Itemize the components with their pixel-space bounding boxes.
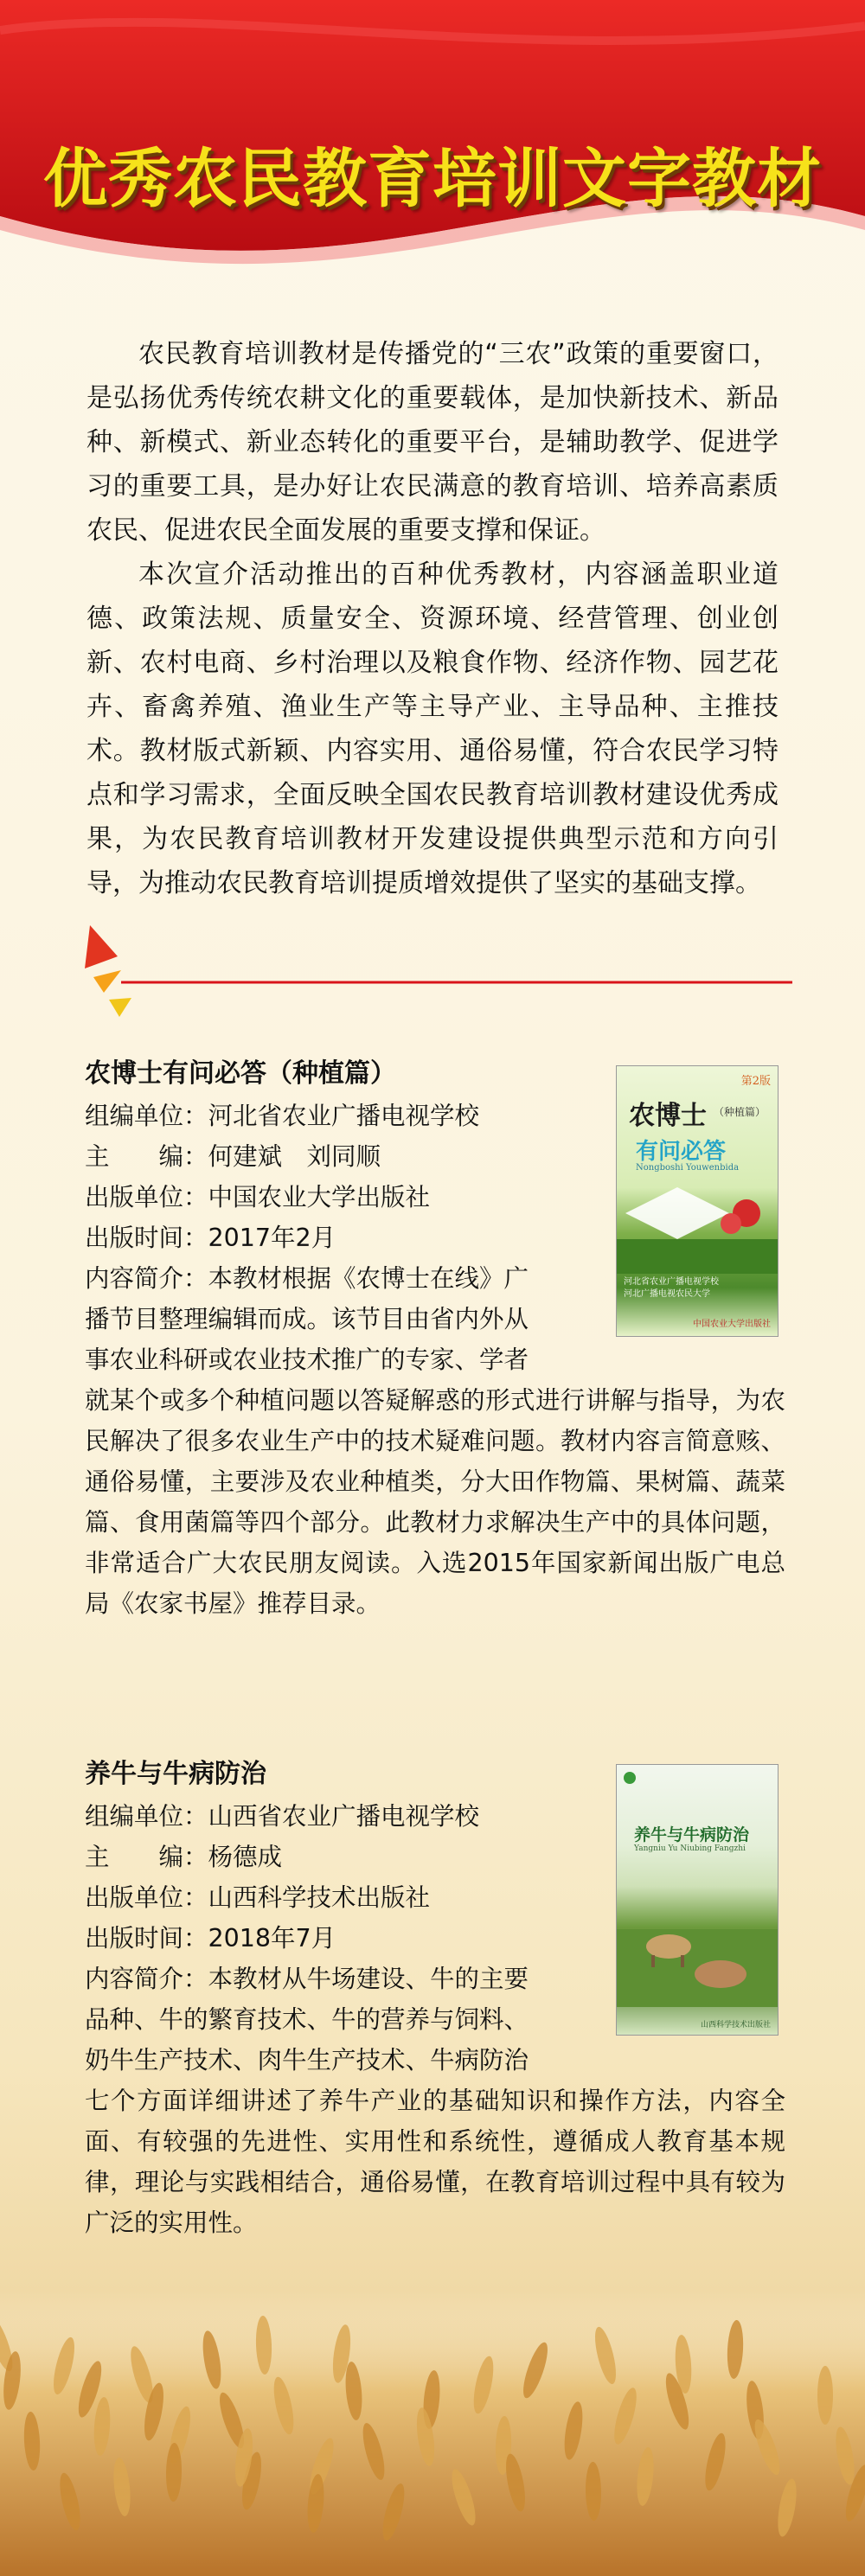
cover-title2: 有问必答: [636, 1139, 727, 1165]
book-title: 农博士有问必答（种植篇）: [85, 1058, 396, 1089]
book-date: 出版时间：2018年7月: [85, 1924, 336, 1953]
book-org: 组编单位：山西省农业广播电视学校: [85, 1802, 480, 1831]
book-publisher: 出版单位：山西科学技术出版社: [85, 1883, 431, 1912]
cover-pinyin: Yangniu Yu Niubing Fangzhi: [634, 1844, 746, 1853]
cover-org: 河北省农业广播电视学校: [624, 1277, 719, 1287]
cover-org2: 河北广播电视农民大学: [624, 1289, 710, 1299]
cover-pinyin: Nongboshi Youwenbida: [636, 1163, 740, 1173]
book-editor: 主 编：杨德成: [85, 1843, 283, 1871]
book-org: 组编单位：河北省农业广播电视学校: [85, 1102, 480, 1130]
arrow-shape: [93, 970, 121, 993]
book-date: 出版时间：2017年2月: [85, 1224, 336, 1252]
logo-icon: [624, 1772, 636, 1784]
section-divider: [83, 924, 792, 1027]
book-editor: 主 编：何建斌 刘同顺: [85, 1142, 381, 1171]
book-desc: 就某个或多个种植问题以答疑解惑的形式进行讲解与指导，为农民解决了很多农业生产中的技术疑难问题。教材内容言简意赅、通俗易懂，主要涉及农业种植类，分大田作物篇、果树篇、蔬菜篇、食用菌篇等四个部分。此教材力求解决生产中的具体问题，非常适合广大农民朋友阅读。入选2015年国家新闻出版广电总局《农家书屋》推荐目录。: [85, 1386, 785, 1618]
cover-title: 养牛与牛病防治: [634, 1825, 750, 1844]
book-desc-line: 内容简介：本教材根据《农博士在线》广: [85, 1264, 529, 1293]
cover-illustration: [617, 1895, 778, 2007]
arrow-shape: [109, 998, 131, 1017]
book-desc-line: 奶牛生产技术、肉牛生产技术、牛病防治: [85, 2046, 529, 2074]
intro-section: [86, 332, 778, 905]
intro-paragraph-1: 农民教育培训教材是传播党的“三农”政策的重要窗口，是弘扬优秀传统农耕文化的重要载体，是加快新技术、新品种、新模式、新业态转化的重要平台，是辅助教学、促进学习的重要工具，是办好让农民满意的教育培训、培养高素质农民、促进农民全面发展的重要支撑和保证。: [86, 339, 778, 546]
book-cover-image: [616, 1065, 778, 1337]
book-desc-line: 内容简介：本教材从牛场建设、牛的主要: [85, 1965, 529, 1993]
book-desc-line: 事农业科研或农业技术推广的专家、学者: [85, 1346, 529, 1374]
arrow-shape: [85, 925, 118, 968]
cover-illustration: [617, 1179, 778, 1274]
book-desc-line: 品种、牛的繁育技术、牛的营养与饲料、: [85, 2005, 529, 2034]
book-title: 养牛与牛病防治: [85, 1759, 266, 1789]
book-desc: 七个方面详细讲述了养牛产业的基础知识和操作方法，内容全面、有较强的先进性、实用性和系统性，遵循成人教育基本规律，理论与实践相结合，通俗易懂，在教育培训过程中具有较为广泛的实用性。: [85, 2087, 785, 2237]
intro-paragraph-2: 本次宣介活动推出的百种优秀教材，内容涵盖职业道德、政策法规、质量安全、资源环境、经营管理、创业创新、农村电商、乡村治理以及粮食作物、经济作物、园艺花卉、畜禽养殖、渔业生产等主导产业、主导品种、主推技术。教材版式新颖、内容实用、通俗易懂，符合农民学习特点和学习需求，全面反映全国农民教育培训教材建设优秀成果，为农民教育培训教材开发建设提供典型示范和方向引导，为推动农民教育培训提质增效提供了坚实的基础支撑。: [86, 559, 778, 898]
wheat-ear: [817, 2366, 833, 2425]
cover-subtitle: （种植篇）: [714, 1106, 766, 1118]
cover-edition: 第2版: [740, 1075, 771, 1088]
book-cover-image: [616, 1764, 778, 2036]
cover-press: 中国农业大学出版社: [693, 1320, 771, 1329]
cover-press: 山西科学技术出版社: [700, 2021, 771, 2029]
page-title: 优秀农民教育培训文字教材: [43, 142, 822, 216]
book-publisher: 出版单位：中国农业大学出版社: [85, 1183, 431, 1211]
wheat-field-image: [0, 2292, 865, 2576]
cover-title: 农博士: [629, 1101, 707, 1131]
book-desc-line: 播节目整理编辑而成。该节目由省内外从: [85, 1305, 529, 1333]
